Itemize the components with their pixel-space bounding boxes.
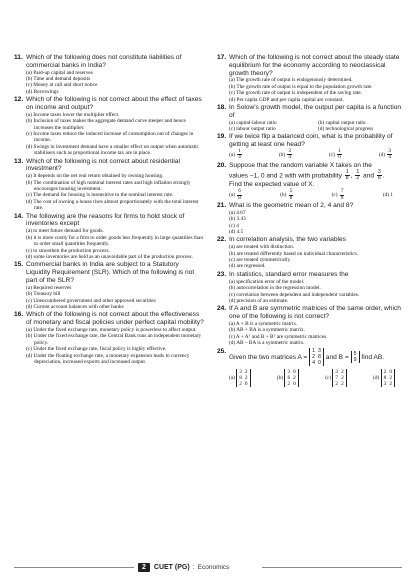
question-text: In statistics, standard error measures the [229,270,349,278]
option-b[interactable] [279,149,293,161]
matrix-a-cell: 8 [318,353,321,360]
question-body [229,133,407,160]
option-c[interactable] [325,369,347,387]
option-matrix-cell: 3 [335,368,339,375]
option-matrix-cell: 2 [293,374,296,381]
option-fraction-numerator: 7 [340,188,344,195]
option-c[interactable]: (c) Unencumbered government and other approved securities [26,297,156,304]
probability-fraction-denominator: 2 [356,175,360,182]
probability-fraction-denominator: 8 [377,175,381,182]
option-b[interactable]: (b) Inclusion of taxes makes the aggregate demand curve steeper and hence increases the multiplier. [26,118,186,131]
probability-fraction-numerator: 3 [377,168,381,175]
option-fraction-denominator: 4 [238,154,241,161]
option-c[interactable]: (c) labour output ratio [229,126,276,133]
probability-fraction [377,170,382,182]
footer-rule-left [14,567,134,568]
option-fraction-denominator: 4 [288,154,291,161]
matrix-a-cell: 1 [312,347,316,354]
option-c[interactable]: (c) The demand for housing is insensitive to the nominal interest rate. [26,192,174,199]
question-body [229,271,407,304]
option-c[interactable]: (c) are treated symmetrically. [229,257,292,264]
question-text: Suppose that the random variable X takes on the [229,161,372,169]
option-letter: (c) [329,152,335,159]
question-11 [14,54,204,95]
question-24 [217,305,407,346]
options [229,120,407,133]
options [229,279,407,305]
option-a[interactable]: (a) Income taxes lower the multiplier effect. [26,111,120,118]
option-matrix-cell: 3 [287,368,291,375]
option-b[interactable]: (b) The growth rate of output is equal to the population growth rate. [229,83,373,90]
option-b[interactable]: (b) capital output ratio [318,119,366,126]
options [26,70,204,96]
matrix-a-cell: 3 [318,347,321,354]
question-17 [217,54,407,103]
question-text-pre: Given the two matrices A = [229,353,308,361]
question-number: 23. [217,270,227,278]
option-b[interactable] [280,189,294,201]
matrix-b [351,351,360,363]
option-letter: (b) [280,192,287,199]
question-text: In correlation analysis, the two variables [229,236,346,244]
probability-fraction [345,170,350,182]
question-number: 12. [14,96,24,104]
option-fraction-numerator: 1 [338,148,341,155]
question-text-post: find AB. [361,353,385,361]
question-text [229,348,407,366]
option-a[interactable]: (a) Required reserves [26,284,72,291]
question-number: 25. [217,347,227,355]
question-text: Commercial banks in India are subject to a Statutory Liquidity Requirement (SLR). Which of the following is not part of the SLR? [26,261,195,284]
footer-subject: Economics [197,564,230,571]
option-a[interactable]: (a) Paid-up capital and reserves [26,69,93,76]
option-matrix-cell: 8 [383,374,387,381]
option-fraction-denominator: 8 [238,194,241,201]
question-instruction: Find the expected value of X. [229,181,315,189]
option-letter: (c) [331,192,338,199]
matrix-a-cell: 2 [312,353,316,360]
question-body [26,261,204,310]
options [229,77,407,103]
option-b[interactable] [277,369,299,387]
question-number: 19. [217,133,227,141]
option-fraction-numerator: 3 [288,148,291,155]
question-text: If A and B are symmetric matrices of the same order, which one of the following is not correct? [229,305,401,321]
question-body [229,54,407,103]
option-letter: (c) [325,374,332,381]
footer-rule-right [262,567,402,568]
question-23 [217,271,407,304]
question-number: 24. [217,305,227,313]
option-fraction [289,189,294,201]
option-a[interactable] [229,149,243,161]
options [229,189,407,201]
option-b[interactable]: (b) The combination of high nominal interest rates and high inflation strongly encourages housing investment. [26,179,191,193]
option-d[interactable]: (d) precision of an estimate. [229,297,289,304]
question-16 [14,311,204,365]
option-matrix-cell: 8 [239,374,242,381]
option-c[interactable] [329,149,343,161]
option-matrix-cell: 2 [341,368,344,375]
question-text: In Solow's growth model, the output per capita is a function of [229,104,402,119]
option-fraction-denominator: 6 [338,154,341,161]
option-fraction-denominator: 8 [289,194,293,201]
option-b[interactable]: (b) are treated differently based on individual characteristics. [229,250,359,257]
option-letter: (b) [276,374,284,381]
option-a[interactable]: (a) capital-labour ratio [229,119,277,126]
options [229,149,407,161]
option-a[interactable]: (a) are treated with distinction. [229,244,295,251]
option-matrix-cell: 2 [287,380,291,387]
option-value: 1 [390,191,393,198]
options [26,285,204,311]
option-c[interactable]: (c) correlation between dependent and independent variables. [229,291,360,298]
option-fraction-denominator: 4 [388,154,391,161]
probability-fraction [355,170,360,182]
option-matrix-cell: 0 [293,380,296,387]
option-a[interactable]: (a) 4.67 [229,209,246,216]
question-body [26,54,204,95]
option-matrix-cell: 3 [383,380,387,387]
footer-title: CUET (PG) [153,564,190,571]
probability-text: values –1, 0 and 2 with with probability [229,172,342,180]
question-19 [217,133,407,160]
option-matrix-cell: 2 [341,380,344,387]
options [26,173,204,211]
option-c[interactable]: (c) The growth rate of output is independent of the saving rate. [229,90,362,97]
question-number: 18. [217,104,227,112]
question-body [26,311,204,365]
options [26,327,204,365]
question-number: 20. [217,161,227,169]
question-22 [217,236,407,269]
option-matrix-cell: 2 [389,380,392,387]
option-matrix [236,369,250,387]
question-number: 16. [14,311,24,319]
option-c[interactable]: (c) Money at call and short notice [26,82,98,89]
question-21 [217,202,407,235]
option-fraction [337,149,342,161]
option-c[interactable]: (c) Under the fixed exchange rate, fiscal policy is highly effective. [26,346,167,353]
option-d[interactable] [373,369,395,387]
question-18 [217,104,407,132]
option-matrix-cell: 2 [244,368,248,375]
option-a[interactable]: (a) specification error of the model. [229,278,305,285]
option-letter: (d) [378,152,386,159]
option-matrix-cell: 2 [335,380,339,387]
option-fraction-numerator: 3 [388,148,391,155]
right-column [217,54,407,388]
option-d[interactable]: (d) some inventories are held as an unavoidable part of the production process. [26,253,193,260]
question-text: Which of the following is not correct about residential investment? [26,157,180,173]
option-b[interactable]: (b) autocorrelation in the regression model. [229,285,321,292]
question-body [229,236,407,269]
option-c[interactable]: (c) A + Aᵀ and B + Bᵀ are symmetric matrices. [229,333,328,340]
option-d[interactable]: (d) AB – BA is a symmetric matrix. [229,340,305,347]
option-c[interactable]: (c) Income taxes reduce the induced increase of consumption out of changes in income. [26,131,194,144]
option-matrix-cell: 2 [389,374,392,381]
option-fraction [237,189,242,201]
option-d[interactable]: (d) Swings in investment demand have a smaller effect on output when automatic stabilisers such as proportional income tax are in place. [26,143,199,157]
option-a[interactable]: (a) It depends on the net real return obtained by owning housing. [26,173,164,180]
question-number: 21. [217,202,227,210]
option-fraction [387,149,392,161]
option-b[interactable]: (b) it is more costly for a firm to order goods less frequently in large quantities than to order small quantities frequently. [26,234,204,248]
question-25 [217,348,407,387]
option-matrix [381,369,395,387]
option-d[interactable]: (d) Under the floating exchange rate, a monetary expansion leads to currency depreciation, increased exports and increased output. [26,352,190,365]
question-15 [14,261,204,310]
question-text: Which of the following is not correct about the effect of taxes on income and output? [26,96,202,112]
left-column [14,54,204,366]
option-d[interactable]: (d) technological progress [318,126,374,133]
option-fraction-numerator: 1 [238,148,241,155]
question-body [26,213,204,261]
options [229,210,407,236]
option-d[interactable]: (d) 4.5 [229,229,244,236]
question-body [26,158,204,212]
option-matrix-cell: 0 [389,368,392,375]
option-fraction-numerator: 5 [289,188,293,195]
option-b[interactable]: (b) AB + BA is a symmetric matrix. [229,327,305,334]
option-c[interactable] [332,189,346,201]
question-number: 13. [14,157,24,165]
question-body [229,202,407,235]
question-text: Which of the following is not correct about the effectiveness of monetary and fiscal policies under perfect capital mobility? [26,311,204,327]
question-14 [14,213,204,261]
question-13 [14,158,204,212]
option-b[interactable]: (b) Under the fixed exchange rate, the Central Bank runs an independent monetary policy. [26,333,202,346]
option-matrix-cell: 7 [335,374,339,381]
question-body [229,348,407,387]
option-d[interactable]: (d) Current account balances with other banks [26,303,124,310]
option-fraction [287,149,292,161]
option-fraction-numerator: 6 [238,188,241,195]
and-text: and [363,172,375,180]
option-letter: (a) [229,374,235,381]
page-number: 2 [138,563,150,572]
matrix-a-cell: 4 [312,359,316,366]
question-number: 22. [217,236,227,244]
option-a[interactable]: (a) A + B is a symmetric matrix. [229,320,298,327]
question-text: The following are the reasons for firms to hold stock of inventories except [26,212,185,228]
question-body [26,96,204,156]
option-matrix-cell: 2 [383,368,387,375]
option-fraction [237,149,242,161]
options [26,112,204,157]
option-letter: (b) [278,152,286,159]
question-text-mid: and B = [325,353,349,361]
question-body [229,162,407,201]
question-number: 15. [14,261,24,269]
option-a[interactable] [229,369,251,387]
probability-fraction-numerator: 1 [345,168,349,175]
options [229,321,407,347]
question-text-line2: values –1, 0 and 2 with with probability $\frac{1}{8}$ , $\frac{1}{2}$ and $\frac{3}{8}$ . [229,168,385,182]
question-12 [14,96,204,156]
option-fraction-denominator: 8 [340,194,344,201]
option-matrix-cell: 6 [287,374,291,381]
option-d[interactable] [379,149,393,161]
question-body [229,104,407,132]
question-text: What is the geometric mean of 2, 4 and 8? [229,202,354,210]
option-matrix-cell: 2 [239,380,242,387]
option-d[interactable]: (d) Per capita GDP and per capita capital are constant. [229,96,344,103]
option-letter: (d) [382,191,389,198]
option-d[interactable]: (d) are regressed. [229,263,266,270]
option-matrix-cell: 3 [239,368,242,375]
option-matrix-cell: 2 [341,374,344,381]
probability-fraction-numerator: 1 [356,168,360,175]
probability-fraction-denominator: 8 [345,175,349,182]
option-d[interactable] [383,192,393,198]
options [229,244,407,270]
question-text: Which of the following does not constitute liabilities of commercial banks in India? [26,54,182,69]
question-text: Which of the following is not correct about the steady state equilibrium for the economy according to neoclassical growth theory? [229,54,400,77]
option-b[interactable]: (b) 3.43 [229,216,246,223]
question-text: If we twice flip a balanced coin, what is the probability of getting at least one head? [229,133,393,149]
option-letter: (d) [373,374,380,381]
option-a[interactable]: (a) to meet future demand for goods. [26,228,104,235]
option-matrix-cell: 0 [244,380,248,387]
option-letter: (a) [229,152,235,159]
option-b[interactable]: (b) Time and demand deposits [26,76,91,82]
option-matrix-cell: 2 [244,374,248,381]
option-c[interactable]: (c) 4 [229,222,239,229]
option-fraction [340,189,345,201]
option-a[interactable]: (a) Under the fixed exchange rate, monetary policy is powerless to affect output. [26,326,197,333]
option-letter: (a) [229,192,235,199]
page-footer [138,563,229,572]
matrix-b-cell: 5 [353,350,357,357]
question-number: 14. [14,212,24,220]
question-20 [217,162,407,201]
footer-separator: : [192,564,195,571]
option-b[interactable]: (b) Treasury bill [26,291,61,298]
option-a[interactable]: (a) The growth rate of output is endogenously determined. [229,77,353,84]
option-a[interactable] [229,189,243,201]
matrix-a-cell: 0 [318,359,321,366]
question-number: 11. [14,54,23,61]
question-body [229,305,407,346]
option-matrix [332,369,346,387]
option-c[interactable]: (c) to smoothen the production process. [26,247,110,254]
options [229,369,407,387]
option-d[interactable]: (d) Borrowings [26,88,59,95]
options [26,228,204,260]
matrix-a [309,348,324,366]
option-matrix-cell: 0 [293,368,296,375]
matrix-b-cell: 9 [353,356,357,363]
question-number: 17. [217,54,227,61]
option-d[interactable]: (d) The cost of owning a house rises almost proportionately with the total interest rate. [26,198,199,212]
option-matrix [284,369,298,387]
